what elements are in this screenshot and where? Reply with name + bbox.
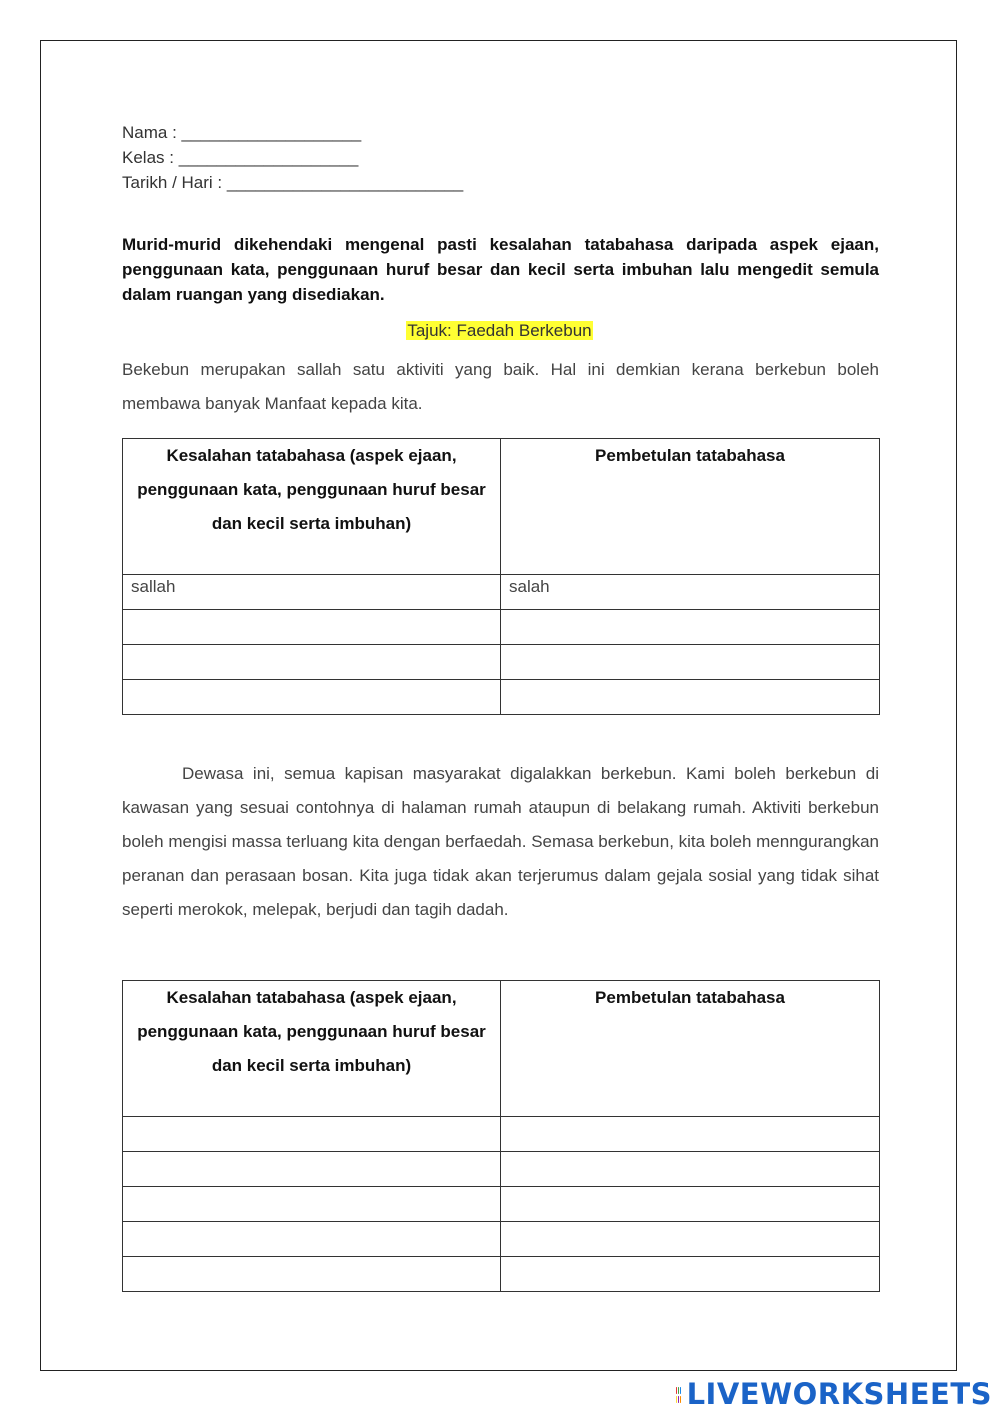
error-cell[interactable] [123,1222,501,1257]
date-field[interactable]: Tarikh / Hari : _________________________ [122,173,464,192]
title-wrapper [41,319,958,343]
paragraph-2: Dewasa ini, semua kapisan masyarakat digalakkan berkebun. Kami boleh berkebun di kawasan yang sesuai contohnya di halaman rumah ataupun di belakang rumah. Aktiviti berkebun boleh mengisi massa terluang kita dengan berfaedah. Semasa berkebun, kita boleh menngurangkan peranan dan perasaan bosan. Kita juga tidak akan terjerumus dalam gejala sosial yang tidak sihat seperti merokok, melepak, berjudi dan tagih dadah. [122,764,879,919]
error-cell[interactable] [123,645,501,680]
header-correction: Pembetulan tatabahasa [501,981,880,1117]
header-error: Kesalahan tatabahasa (aspek ejaan, penggunaan kata, penggunaan huruf besar dan kecil serta imbuhan) [123,981,501,1117]
correction-cell[interactable] [501,645,880,680]
table-row [123,1222,880,1257]
worksheet-page [40,40,957,1371]
error-cell[interactable] [123,1257,501,1292]
table-row [123,1187,880,1222]
correction-cell[interactable] [501,1187,880,1222]
correction-cell[interactable] [501,1152,880,1187]
grammar-table-2 [122,980,880,1292]
correction-cell[interactable] [501,1117,880,1152]
brand-name: LIVEWORKSHEETS [686,1377,992,1411]
instruction-text: Murid-murid dikehendaki mengenal pasti kesalahan tatabahasa daripada aspek ejaan, penggunaan kata, penggunaan huruf besar dan kecil serta imbuhan lalu mengedit semula dalam ruangan yang disediakan. [122,235,879,304]
logo-mark-icon [674,1385,683,1403]
class-field[interactable]: Kelas : ___________________ [122,148,359,167]
table-row [123,1257,880,1292]
paragraph-1: Bekebun merupakan sallah satu aktiviti yang baik. Hal ini demkian kerana berkebun boleh membawa banyak Manfaat kepada kita. [122,360,879,413]
table-row [123,645,880,680]
table-header-row [123,981,880,1117]
correction-cell[interactable] [501,610,880,645]
error-cell[interactable] [123,1152,501,1187]
correction-cell[interactable]: salah [501,575,880,610]
error-cell[interactable]: sallah [123,575,501,610]
name-field[interactable]: Nama : ___________________ [122,123,362,142]
table-row [123,1152,880,1187]
correction-cell[interactable] [501,1257,880,1292]
liveworksheets-logo [674,1374,992,1414]
table-header-row [123,439,880,575]
header-error: Kesalahan tatabahasa (aspek ejaan, penggunaan kata, penggunaan huruf besar dan kecil serta imbuhan) [123,439,501,575]
worksheet-title: Tajuk: Faedah Berkebun [407,321,592,340]
error-cell[interactable] [123,1117,501,1152]
error-cell[interactable] [123,680,501,715]
correction-cell[interactable] [501,680,880,715]
error-cell[interactable] [123,610,501,645]
table-row [123,610,880,645]
error-cell[interactable] [123,1187,501,1222]
header-correction: Pembetulan tatabahasa [501,439,880,575]
table-row [123,575,880,610]
correction-cell[interactable] [501,1222,880,1257]
table-row [123,680,880,715]
grammar-table-1 [122,438,880,715]
table-row [123,1117,880,1152]
